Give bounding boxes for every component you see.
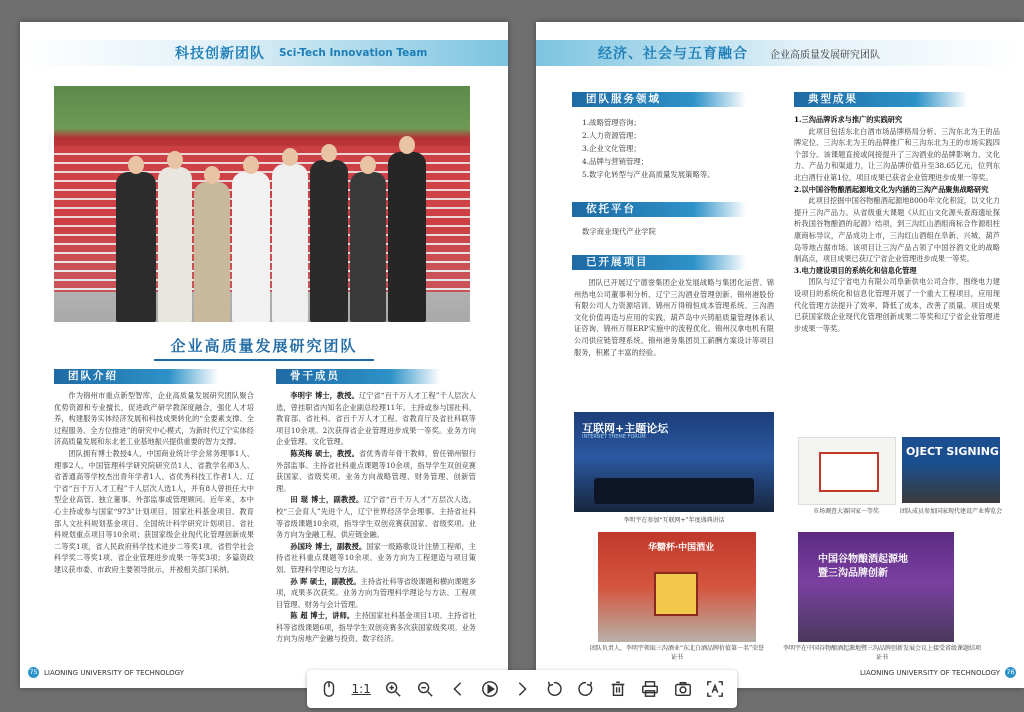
person — [310, 160, 348, 322]
left-header-title: 科技创新团队 — [175, 46, 265, 62]
platform-section-head: 依托平台 — [572, 202, 746, 217]
case-title: 2.以中国谷物酿酒起源地文化为内涵的三沟产品聚焦战略研究 — [794, 184, 989, 194]
member-entry — [276, 494, 476, 540]
member-desc: 主持省社科等省级课题和横向课题多项，成果多次获奖。业务方向为管理科学理论与方法、工程项目管理、财务与会计管理。 — [276, 576, 476, 609]
zoom-in-icon — [384, 680, 402, 698]
member-entry — [276, 541, 476, 576]
member-name: 陈 超 博士，讲师。 — [290, 611, 355, 621]
person — [232, 172, 270, 322]
conference-banner: 中国谷物酿酒起源地 — [818, 554, 908, 565]
member-entry — [276, 610, 476, 645]
rotate-right-button[interactable] — [574, 677, 598, 701]
zoom-out-button[interactable] — [413, 677, 437, 701]
member-desc: 省优秀青年骨干教师，曾任锦州银行外部监事。主持省社科重点课题等10余项，指导学生双创竞赛获国家、省级奖项。业务方向战略管理、财务管理、创新管理。 — [276, 448, 476, 493]
footer-university: LIAONING UNIVERSITY OF TECHNOLOGY — [860, 668, 1000, 677]
service-item: 3.企业文化管理； — [582, 144, 641, 153]
forum-banner-en: INTERNET THEME FORUM — [582, 434, 646, 440]
left-page — [20, 22, 508, 688]
case-desc: 团队与辽宁省电力有限公司阜新供电公司合作，围绕电力建设项目的系统化和信息化管理开展了一个重大工程项目，应用现代化管理方法提升了效率，降低了成本，改善了质量。项目成果已获国家级企业现代化管理创新成果二等奖和辽宁省企业管理进步成果一等奖。 — [794, 277, 1000, 333]
projects-text — [574, 277, 774, 358]
actual-size-label: 1:1 — [351, 682, 371, 696]
viewer-toolbar — [307, 670, 737, 708]
right-page — [536, 22, 1024, 688]
member-desc: 主持国家社科基金项目1项、主持省社科等省级课题6项，指导学生双创竞赛多次获国家级奖项。业务方向为房地产金融与投资、数字经济。 — [276, 611, 476, 644]
honor-banner: 华糖杯·中国酒业 — [648, 543, 715, 553]
service-list — [582, 116, 715, 181]
rotate-right-icon — [577, 680, 595, 698]
left-footer — [28, 667, 184, 678]
rotate-left-icon — [545, 680, 563, 698]
honor-photo-caption: 团队负责人，李明宇领取三沟酒业“东北白酒品牌价值第一名”荣誉证书 — [589, 645, 765, 661]
award-photo-caption: 市场调查大赛国家一等奖 — [812, 508, 879, 515]
members-list — [276, 390, 476, 645]
right-header — [536, 40, 1024, 66]
intro-paragraph: 作为锦州市重点新型智库，企业高质量发展研究团队聚合优势资源和专业擅长，促进政产研学教深度融合，强化人才培养，构建服务实体经济发展和科技成果转化的“全要素支撑、全过程服务、全方位推进”的研究中心模式，为新时代辽宁实体经济高质量发展和东北老工业基地振兴提供重要的智力支撑。 — [54, 391, 254, 447]
text-recognition-icon — [706, 680, 724, 698]
conference-photo-caption: 李明宇在中国谷物酿酒起源地暨三沟品牌创新发展会议上接受省级课题结项证书 — [782, 645, 981, 661]
case-desc: 此项目挖掘中国谷物酿酒起源地8000年文化积淀，以文化力提升三沟产品力。从省级重大课题《从红山文化源头查海遗址探析我国谷物酿酒的起源》结项，到三沟红山酒组商标合作源组柱康商标导议，产品成功上市，三沟红山酒组在阜新、兴城、葫芦岛等地占据市场。该项目让三沟产品占领了中国谷酒文化的战略制高点，项目成果已获辽宁省企业管理进步成果一等奖。 — [794, 196, 1000, 264]
award-certificate-photo — [798, 437, 896, 505]
platform-name: 数字商业现代产业学院 — [582, 227, 656, 236]
platform-text — [582, 225, 656, 238]
next-button[interactable] — [510, 677, 534, 701]
intro-paragraph: 团队拥有博士教授4人，中国商业统计学会常务理事1人、理事2人、中国管理科学研究院研究员1人、省教学名师3人、省普通高等学校杰出青年学者1人、省优秀科技工作者1人、辽宁省“百千万人才工程”千人层次人选1人，并有8人曾担任大中型企业高管、独立董事、外部监事或管理顾问。近年来，本中心主持或参与国家“973”计划项目、国家社科基金项目、教育部人文社科规划基金项目、全国统计科学研究计划项目、省社科规划重点项目等10余项；获国家级企业现代化管理创新成果二等奖1项，省人民政府科学技术进步二等奖1项、省哲学社会科学奖二等奖1项、省企业管理进步成果一等奖3项；多篇资政建议获市委、市政府主要领导批示，并被相关部门采纳。 — [54, 448, 254, 574]
case-title: 1.三沟品牌诉求与推广的实践研究 — [794, 115, 903, 124]
forum-banner: 互联网+主题论坛 — [582, 422, 669, 435]
member-name: 孙国玲 博士，副教授。 — [290, 541, 367, 551]
conference-photo — [798, 532, 954, 642]
chevron-right-icon — [513, 680, 531, 698]
actual-size-button[interactable] — [349, 677, 373, 701]
member-desc: 辽宁省“百千万人才”万层次人选，校“三会育人”先进个人，辽宁世界经济学会理事。主持省社科等省级课题10余项，指导学生双创竞赛获国家、省级奖项。业务方向为金融工程、供应链金融。 — [276, 495, 476, 540]
service-item: 4.品牌与营销管理； — [582, 157, 649, 166]
zoom-out-icon — [416, 680, 434, 698]
page-number: 75 — [29, 668, 38, 676]
camera-icon — [674, 680, 692, 698]
right-header-title: 经济、社会与五育融合 — [598, 46, 748, 62]
member-entry — [276, 448, 476, 494]
printer-icon — [641, 680, 659, 698]
member-desc: 辽宁省“百千万人才工程”千人层次人选，曾挂职省内知名企业副总经理11年。主持或参与国社科、教育部、省社科、省百千万人才工程、省教育厅及省社科联等项目10余项。2次获得省企业管理进步成果一等奖。业务方向企业管理、文化管理。 — [276, 391, 476, 447]
ocr-button[interactable] — [703, 677, 727, 701]
member-name: 李明宇 博士，教授。 — [290, 391, 359, 400]
service-item: 2.人力资源管理； — [582, 131, 641, 140]
signing-banner: OJECT SIGNING — [906, 445, 999, 458]
person — [388, 152, 426, 322]
page-number: 76 — [1006, 668, 1015, 676]
member-name: 陈英梅 硕士，教授。 — [290, 448, 359, 458]
intro-text — [54, 390, 254, 576]
right-header-subtitle: 企业高质量发展研究团队 — [770, 49, 880, 61]
projects-section-head: 已开展项目 — [572, 255, 746, 270]
signing-photo — [902, 437, 1000, 503]
right-footer — [860, 667, 1016, 678]
member-desc: 国家一级路歌设计注册工程师，主持省社科重点课题等10余项。业务方向为工程建造与项目策划、管理科学理论与方法。 — [276, 541, 476, 574]
members-section-head: 骨干成员 — [276, 369, 440, 384]
print-button[interactable] — [638, 677, 662, 701]
person — [116, 172, 156, 322]
honor-photo — [598, 532, 756, 642]
team-title: 企业高质量发展研究团队 — [20, 335, 508, 361]
play-circle-icon — [481, 680, 499, 698]
person — [350, 172, 386, 322]
left-header-subtitle: Sci-Tech Innovation Team — [279, 47, 428, 59]
mouse-icon — [320, 680, 338, 698]
projects-paragraph: 团队已开展辽宁德誉集团企业发展战略与集团化运营、锦州热电公司董事利分析、辽宁三沟酒业管理创新、锦州港股份有限公司人力资源培训、锦州万得锦恒成本管理系统、三沟酒文化价值再造与应用的实践、葫芦岛中兴铸船质量管理体系认证咨询、锦州万得ERP实施中的流程优化、锦州汉拿电机有限公司供应链管理系统、锦州港务集团员工薪酬方案设计等项目服务，积累了丰富的经验。 — [574, 278, 774, 357]
cases-text — [794, 114, 1000, 334]
team-group-photo — [54, 86, 470, 322]
case-title: 3.电力建设项目的系统化和信息化管理 — [794, 265, 917, 275]
service-item: 5.数字化转型与产业高质量发展策略等。 — [582, 170, 715, 179]
forum-photo — [574, 412, 774, 512]
left-header — [20, 40, 508, 66]
service-item: 1.战略管理咨询； — [582, 118, 641, 127]
footer-university: LIAONING UNIVERSITY OF TECHNOLOGY — [44, 668, 184, 677]
member-entry — [276, 390, 476, 448]
signing-photo-caption: 团队成员参加国家现代建设产业博览会 — [899, 508, 1002, 515]
play-button[interactable] — [478, 677, 502, 701]
person — [272, 164, 308, 322]
rotate-left-button[interactable] — [542, 677, 566, 701]
conference-banner-2: 暨三沟品牌创新 — [818, 568, 888, 579]
mouse-mode-button[interactable] — [317, 677, 341, 701]
trash-icon — [609, 680, 627, 698]
service-section-head: 团队服务领域 — [572, 92, 746, 107]
person — [194, 182, 230, 322]
case-desc: 此项目包括东北白酒市场品牌格局分析、三沟东北为王的品牌定位、三沟东北为王的品牌推广和三沟东北为王的市场实践四个部分。该课题直接或间接提升了三沟酒业的品牌影响力、文化力、产品力和渠道力，让三沟品牌价值升至38.65亿元，位列东北白酒行业第1位，项目成果已获省企业管理进步成果一等奖。 — [794, 126, 1000, 182]
forum-photo-caption: 李明宇在参加“互联网+”年度盛典讲话 — [623, 517, 725, 524]
screenshot-button[interactable] — [671, 677, 695, 701]
zoom-in-button[interactable] — [381, 677, 405, 701]
intro-section-head: 团队介绍 — [54, 369, 218, 384]
member-name: 田 琨 博士，副教授。 — [290, 495, 364, 505]
chevron-left-icon — [449, 680, 467, 698]
member-name: 孙 晖 硕士，副教授。 — [290, 576, 361, 586]
cases-section-head: 典型成果 — [794, 92, 968, 107]
member-entry — [276, 576, 476, 611]
person — [158, 167, 192, 322]
delete-button[interactable] — [606, 677, 630, 701]
previous-button[interactable] — [446, 677, 470, 701]
